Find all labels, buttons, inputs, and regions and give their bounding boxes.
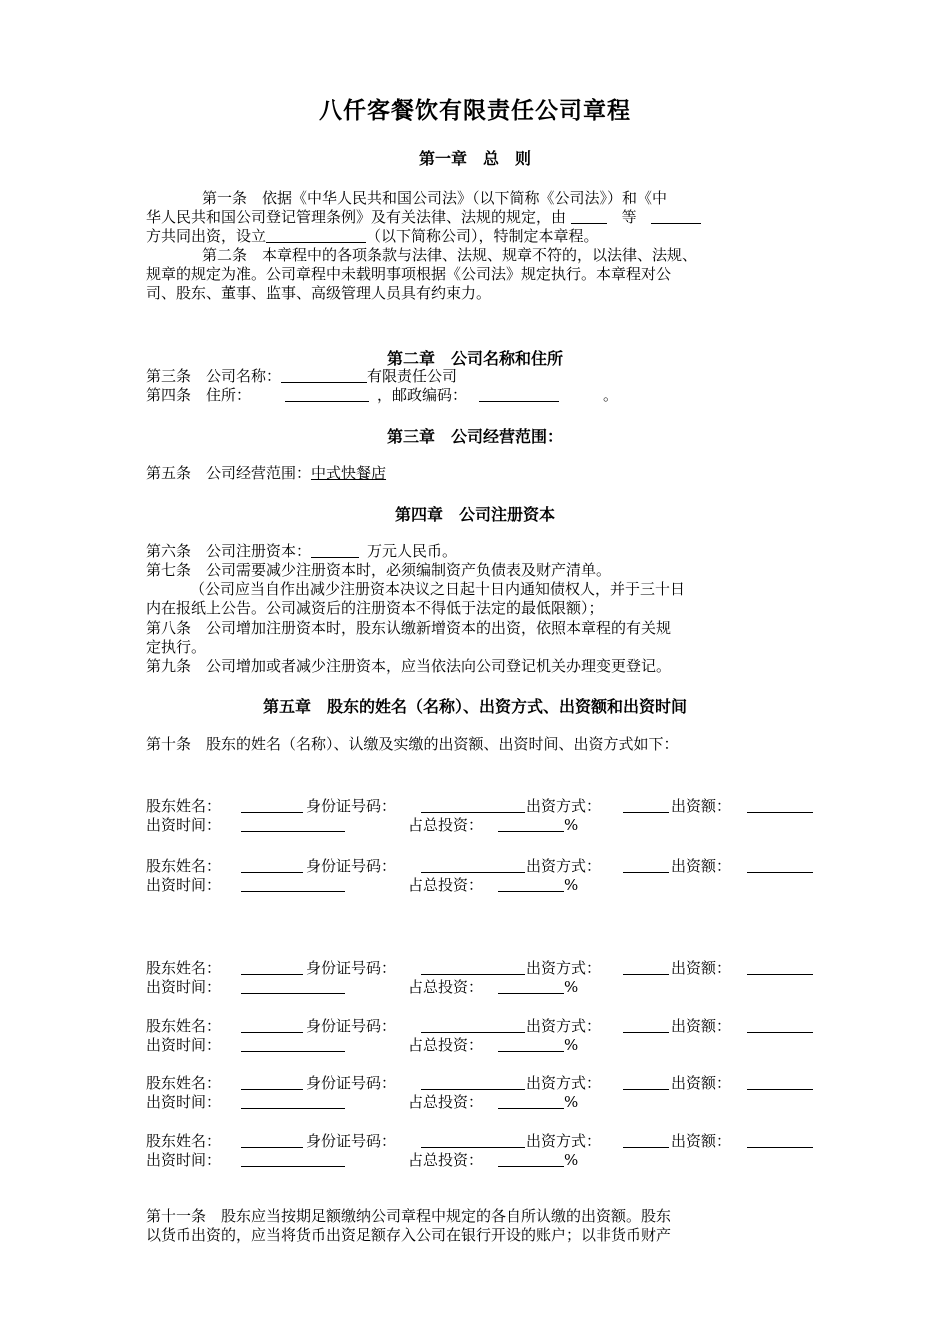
blank-shareholder-name <box>241 1017 303 1033</box>
blank-contribution-amount <box>747 857 813 873</box>
blank-contribution-time <box>241 876 345 892</box>
contribution-method-label: 出资方式： <box>526 1017 602 1035</box>
article-1-line-1: 第一条 依据《中华人民共和国公司法》（以下简称《公司法》）和《中 <box>202 189 668 207</box>
article-4 <box>146 386 826 404</box>
blank-contribution-method <box>623 959 669 975</box>
blank-company-name <box>266 227 366 243</box>
contribution-time-label: 出资时间： <box>146 876 222 894</box>
blank-address <box>285 386 369 402</box>
shareholder-entry <box>146 1017 826 1057</box>
article-9: 第九条 公司增加或者减少注册资本，应当依法向公司登记机关办理变更登记。 <box>146 657 672 675</box>
article-5 <box>146 464 826 482</box>
blank-investment-ratio <box>498 1093 564 1109</box>
blank-contribution-method <box>623 1074 669 1090</box>
investment-ratio-label: 占总投资： <box>408 816 484 834</box>
blank-id-number <box>421 1074 525 1090</box>
article-5-label: 第五条 公司经营范围： <box>146 464 312 482</box>
shareholder-entry <box>146 959 826 999</box>
blank-contribution-method <box>623 857 669 873</box>
blank-contribution-time <box>241 1151 345 1167</box>
article-7-line-1: 第七条 公司需要减少注册资本时，必须编制资产负债表及财产清单。 <box>146 561 612 579</box>
id-number-label: 身份证号码： <box>306 1074 397 1092</box>
article-3 <box>146 367 826 385</box>
id-number-label: 身份证号码： <box>306 797 397 815</box>
contribution-amount-label: 出资额： <box>671 797 732 815</box>
contribution-method-label: 出资方式： <box>526 857 602 875</box>
blank-shareholder-name <box>241 959 303 975</box>
blank-contribution-time <box>241 1036 345 1052</box>
blank-investment-ratio <box>498 1151 564 1167</box>
chapter-4-heading: 第四章 公司注册资本 <box>394 505 555 524</box>
blank-id-number <box>421 797 525 813</box>
article-1-text: 方共同出资，设立 <box>146 227 267 245</box>
blank-contribution-method <box>623 1132 669 1148</box>
blank-shareholder-name <box>241 1074 303 1090</box>
business-scope-value: 中式快餐店 <box>311 464 387 482</box>
percent-sign: % <box>564 1151 579 1169</box>
blank-contribution-amount <box>747 1017 813 1033</box>
chapter-1-heading: 第一章 总 则 <box>418 149 531 168</box>
shareholder-name-label: 股东姓名： <box>146 857 222 875</box>
article-1-text: 华人民共和国公司登记管理条例》及有关法律、法规的规定，由 <box>146 208 567 226</box>
contribution-method-label: 出资方式： <box>526 1074 602 1092</box>
contribution-amount-label: 出资额： <box>671 1017 732 1035</box>
blank-id-number <box>421 1017 525 1033</box>
shareholder-entry <box>146 797 826 837</box>
article-6-suffix: 万元人民币。 <box>367 542 458 560</box>
shareholder-entry <box>146 857 826 897</box>
article-8-line-2: 定执行。 <box>146 638 207 656</box>
blank-contribution-time <box>241 816 345 832</box>
chapter-2-heading: 第二章 公司名称和住所 <box>386 349 563 368</box>
blank-id-number <box>421 857 525 873</box>
blank-id-number <box>421 1132 525 1148</box>
percent-sign: % <box>564 1036 579 1054</box>
shareholder-entry <box>146 1132 826 1172</box>
blank-shareholder-name <box>241 1132 303 1148</box>
shareholder-name-label: 股东姓名： <box>146 1074 222 1092</box>
blank-investment-ratio <box>498 876 564 892</box>
chapter-5-heading: 第五章 股东的姓名（名称）、出资方式、出资额和出资时间 <box>262 697 687 716</box>
article-3-suffix: 有限责任公司 <box>367 367 458 385</box>
blank-contribution-amount <box>747 1132 813 1148</box>
investment-ratio-label: 占总投资： <box>408 876 484 894</box>
investment-ratio-label: 占总投资： <box>408 978 484 996</box>
investment-ratio-label: 占总投资： <box>408 1036 484 1054</box>
contribution-method-label: 出资方式： <box>526 797 602 815</box>
percent-sign: % <box>564 816 579 834</box>
article-1-text: （以下简称公司），特制定本章程。 <box>366 227 599 245</box>
article-6-label: 第六条 公司注册资本： <box>146 542 312 560</box>
contribution-time-label: 出资时间： <box>146 1093 222 1111</box>
id-number-label: 身份证号码： <box>306 857 397 875</box>
id-number-label: 身份证号码： <box>306 1132 397 1150</box>
blank-contribution-method <box>623 1017 669 1033</box>
id-number-label: 身份证号码： <box>306 959 397 977</box>
article-2-line-2: 规章的规定为准。公司章程中未载明事项根据《公司法》规定执行。本章程对公 <box>146 265 672 283</box>
contribution-method-label: 出资方式： <box>526 959 602 977</box>
article-4-end: 。 <box>603 386 619 404</box>
blank-shareholder-name <box>241 797 303 813</box>
investment-ratio-label: 占总投资： <box>408 1093 484 1111</box>
percent-sign: % <box>564 978 579 996</box>
contribution-time-label: 出资时间： <box>146 816 222 834</box>
article-6 <box>146 542 826 560</box>
contribution-time-label: 出资时间： <box>146 978 222 996</box>
blank-founder-1 <box>571 208 607 224</box>
contribution-amount-label: 出资额： <box>671 1132 732 1150</box>
blank-investment-ratio <box>498 816 564 832</box>
blank-contribution-amount <box>747 959 813 975</box>
blank-investment-ratio <box>498 1036 564 1052</box>
blank-contribution-amount <box>747 797 813 813</box>
blank-contribution-method <box>623 797 669 813</box>
shareholder-entry <box>146 1074 826 1114</box>
investment-ratio-label: 占总投资： <box>408 1151 484 1169</box>
id-number-label: 身份证号码： <box>306 1017 397 1035</box>
blank-name <box>281 367 367 383</box>
article-8-line-1: 第八条 公司增加注册资本时，股东认缴新增资本的出资，依照本章程的有关规 <box>146 619 672 637</box>
article-1-line-2 <box>146 208 826 226</box>
contribution-time-label: 出资时间： <box>146 1036 222 1054</box>
article-1-line-3 <box>146 227 826 245</box>
blank-contribution-time <box>241 1093 345 1109</box>
article-2-line-1: 第二条 本章程中的各项条款与法律、法规、规章不符的，以法律、法规、 <box>202 246 698 264</box>
shareholder-name-label: 股东姓名： <box>146 1017 222 1035</box>
blank-founder-2 <box>651 208 701 224</box>
contribution-time-label: 出资时间： <box>146 1151 222 1169</box>
shareholder-name-label: 股东姓名： <box>146 959 222 977</box>
article-7-line-2: （公司应当自作出减少注册资本决议之日起十日内通知债权人，并于三十日 <box>190 580 686 598</box>
blank-id-number <box>421 959 525 975</box>
article-11-line-1: 第十一条 股东应当按期足额缴纳公司章程中规定的各自所认缴的出资额。股东 <box>146 1207 672 1225</box>
article-3-label: 第三条 公司名称： <box>146 367 282 385</box>
contribution-amount-label: 出资额： <box>671 857 732 875</box>
article-10: 第十条 股东的姓名（名称）、认缴及实缴的出资额、出资时间、出资方式如下： <box>146 735 679 753</box>
percent-sign: % <box>564 876 579 894</box>
blank-investment-ratio <box>498 978 564 994</box>
blank-contribution-amount <box>747 1074 813 1090</box>
shareholder-name-label: 股东姓名： <box>146 1132 222 1150</box>
contribution-amount-label: 出资额： <box>671 959 732 977</box>
blank-postcode <box>479 386 559 402</box>
article-4-label: 第四条 住所： <box>146 386 252 404</box>
blank-shareholder-name <box>241 857 303 873</box>
article-7-line-3: 内在报纸上公告。公司减资后的注册资本不得低于法定的最低限额）； <box>146 599 604 617</box>
contribution-method-label: 出资方式： <box>526 1132 602 1150</box>
shareholder-name-label: 股东姓名： <box>146 797 222 815</box>
article-2-line-3: 司、股东、董事、监事、高级管理人员具有约束力。 <box>146 284 492 302</box>
article-11-line-2: 以货币出资的，应当将货币出资足额存入公司在银行开设的账户；以非货币财产 <box>146 1226 672 1244</box>
article-1-and: 等 <box>621 208 637 226</box>
blank-capital <box>311 542 359 558</box>
contribution-amount-label: 出资额： <box>671 1074 732 1092</box>
blank-contribution-time <box>241 978 345 994</box>
chapter-3-heading: 第三章 公司经营范围： <box>386 427 563 446</box>
document-title: 八仟客餐饮有限责任公司章程 <box>319 98 631 124</box>
article-4-mid: ，邮政编码： <box>377 386 468 404</box>
percent-sign: % <box>564 1093 579 1111</box>
